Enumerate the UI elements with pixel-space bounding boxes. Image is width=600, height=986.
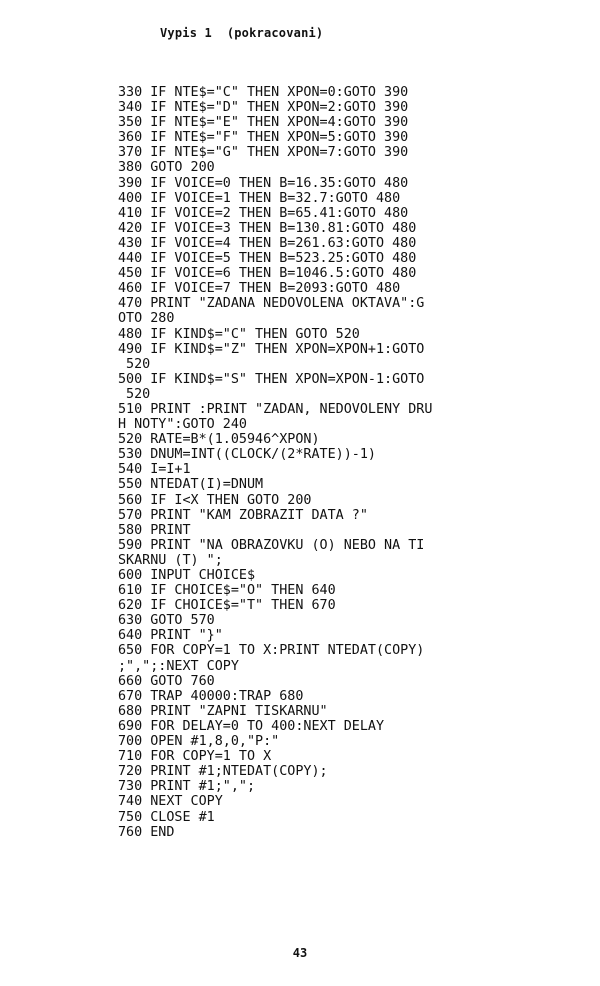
- code-line: 650 FOR COPY=1 TO X:PRINT NTEDAT(COPY): [118, 643, 425, 659]
- code-line: 710 FOR COPY=1 TO X: [118, 749, 272, 765]
- code-listing: [118, 85, 432, 840]
- code-line: 400 IF VOICE=1 THEN B=32.7:GOTO 480: [118, 190, 401, 206]
- code-line: 620 IF CHOICE$="T" THEN 670: [118, 598, 336, 614]
- code-line: 670 TRAP 40000:TRAP 680: [118, 688, 304, 704]
- code-line: 530 DNUM=INT((CLOCK/(2*RATE))-1): [118, 447, 376, 463]
- code-line: 390 IF VOICE=0 THEN B=16.35:GOTO 480: [118, 175, 409, 191]
- code-line: 470 PRINT "ZADANA NEDOVOLENA OKTAVA":G: [118, 296, 425, 312]
- code-line: 540 I=I+1: [118, 462, 191, 478]
- code-line: 510 PRINT :PRINT "ZADAN, NEDOVOLENY DRU: [118, 401, 433, 417]
- code-line: SKARNU (T) ";: [118, 552, 223, 568]
- code-line: 600 INPUT CHOICE$: [118, 568, 256, 583]
- code-line: 720 PRINT #1;NTEDAT(COPY);: [118, 764, 328, 780]
- code-line: 440 IF VOICE=5 THEN B=523.25:GOTO 480: [118, 251, 417, 267]
- code-line: 740 NEXT COPY: [118, 794, 223, 810]
- code-line: 550 NTEDAT(I)=DNUM: [118, 477, 264, 493]
- code-line: 640 PRINT "}": [118, 628, 223, 644]
- code-line: 490 IF KIND$="Z" THEN XPON=XPON+1:GOTO: [118, 341, 425, 357]
- code-line: 730 PRINT #1;",";: [118, 779, 256, 795]
- code-line: 410 IF VOICE=2 THEN B=65.41:GOTO 480: [118, 205, 409, 221]
- code-line: 380 GOTO 200: [118, 160, 215, 176]
- code-line: 750 CLOSE #1: [118, 809, 215, 825]
- code-line: 520: [118, 356, 151, 372]
- code-line: 450 IF VOICE=6 THEN B=1046.5:GOTO 480: [118, 266, 417, 282]
- code-line: 660 GOTO 760: [118, 673, 215, 689]
- code-line: 430 IF VOICE=4 THEN B=261.63:GOTO 480: [118, 235, 417, 251]
- page-number: 43: [292, 946, 308, 960]
- code-line: 350 IF NTE$="E" THEN XPON=4:GOTO 390: [118, 115, 409, 131]
- code-line: 360 IF NTE$="F" THEN XPON=5:GOTO 390: [118, 130, 409, 146]
- code-line: 370 IF NTE$="G" THEN XPON=7:GOTO 390: [118, 145, 409, 161]
- code-line: 610 IF CHOICE$="O" THEN 640: [118, 583, 336, 599]
- code-line: 480 IF KIND$="C" THEN GOTO 520: [118, 326, 360, 342]
- code-line: 630 GOTO 570: [118, 613, 215, 629]
- listing-heading: Vypis 1 (pokracovani): [160, 26, 324, 40]
- code-line: H NOTY":GOTO 240: [118, 417, 247, 433]
- code-line: 340 IF NTE$="D" THEN XPON=2:GOTO 390: [118, 100, 409, 116]
- code-line: 420 IF VOICE=3 THEN B=130.81:GOTO 480: [118, 220, 417, 236]
- code-line: 590 PRINT "NA OBRAZOVKU (O) NEBO NA TI: [118, 537, 425, 553]
- code-line: 760 END: [118, 824, 175, 840]
- code-line: ;",";:NEXT COPY: [118, 658, 239, 674]
- code-line: 580 PRINT: [118, 522, 191, 538]
- code-line: 520: [118, 386, 151, 402]
- code-line: 560 IF I<X THEN GOTO 200: [118, 492, 312, 508]
- code-line: OTO 280: [118, 311, 175, 327]
- code-line: 520 RATE=B*(1.05946^XPON): [118, 432, 320, 448]
- code-line: 700 OPEN #1,8,0,"P:": [118, 734, 280, 750]
- code-line: 570 PRINT "KAM ZOBRAZIT DATA ?": [118, 507, 368, 523]
- code-line: 690 FOR DELAY=0 TO 400:NEXT DELAY: [118, 718, 385, 734]
- code-line: 500 IF KIND$="S" THEN XPON=XPON-1:GOTO: [118, 371, 425, 387]
- code-line: 330 IF NTE$="C" THEN XPON=0:GOTO 390: [118, 85, 409, 100]
- code-line: 680 PRINT "ZAPNI TISKARNU": [118, 703, 328, 719]
- code-line: 460 IF VOICE=7 THEN B=2093:GOTO 480: [118, 281, 401, 297]
